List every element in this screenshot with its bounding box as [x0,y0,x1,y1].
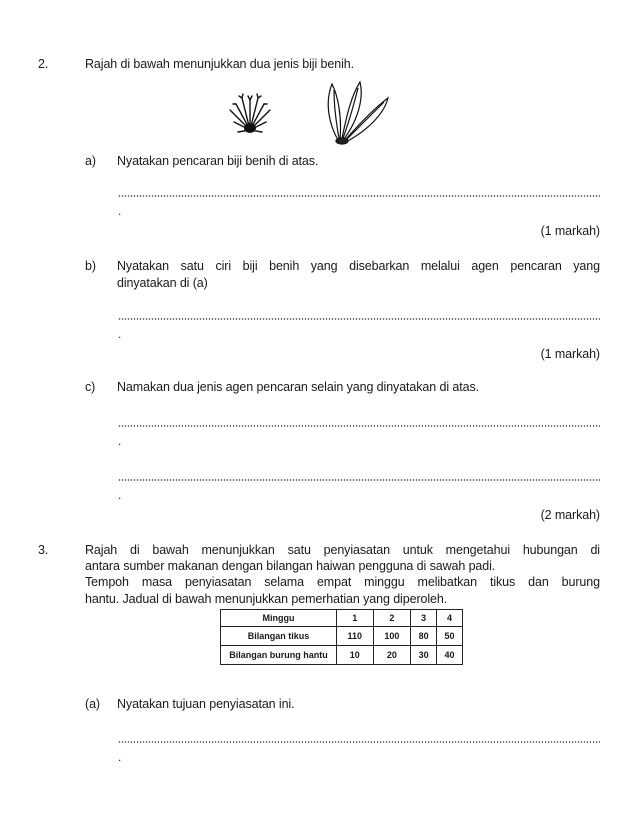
spiky-seed-icon [228,90,272,136]
answer-line[interactable] [118,479,600,481]
marks-label: (2 markah) [540,508,600,522]
answer-line[interactable] [118,741,600,743]
question-text-line: Tempoh masa penyiasatan selama empat minggu melibatkan tikus dan burung [85,575,600,589]
answer-line[interactable] [118,425,600,427]
table-cell: 80 [411,627,437,646]
answer-line-end: . [118,434,122,448]
question-text-line: hantu. Jadual di bawah menunjukkan pemerhatian yang diperoleh. [85,592,448,606]
subquestion-label: b) [85,259,96,273]
winged-seed-icon [312,76,392,146]
question-prompt: Rajah di bawah menunjukkan dua jenis biji benih. [85,57,354,71]
answer-line-end: . [118,488,122,502]
table-cell: 50 [437,627,463,646]
table-row [221,646,463,665]
table-cell: 100 [373,627,411,646]
table-header-cell: Minggu [221,610,337,627]
table-cell: 20 [373,646,411,665]
week-cell: 4 [437,610,463,627]
question-number: 3. [38,543,49,557]
subquestion-text: Nyatakan tujuan penyiasatan ini. [117,697,295,711]
marks-label: (1 markah) [540,347,600,361]
subquestion-text-continued: dinyatakan di (a) [117,276,208,290]
subquestion-text: Nyatakan pencaran biji benih di atas. [117,154,319,168]
answer-line-end: . [118,327,122,341]
subquestion-text: Nyatakan satu ciri biji benih yang disebarkan melalui agen pencaran yang [117,259,600,273]
week-cell: 3 [411,610,437,627]
question-number: 2. [38,57,49,71]
week-cell: 2 [373,610,411,627]
table-cell: 110 [337,627,374,646]
answer-line[interactable] [118,195,600,197]
question-text-line: antara sumber makanan dengan bilangan haiwan pengguna di sawah padi. [85,559,496,573]
question-text-line: Rajah di bawah menunjukkan satu penyiasatan untuk mengetahui hubungan di [85,543,600,557]
subquestion-label: (a) [85,697,100,711]
table-cell: 10 [337,646,374,665]
subquestion-text: Namakan dua jenis agen pencaran selain yang dinyatakan di atas. [117,380,480,394]
table-row [221,627,463,646]
subquestion-label: a) [85,154,96,168]
subquestion-label: c) [85,380,96,394]
table-header-row [221,610,463,627]
row-label: Bilangan burung hantu [221,646,337,665]
row-label: Bilangan tikus [221,627,337,646]
marks-label: (1 markah) [540,224,600,238]
answer-line-end: . [118,750,122,764]
table-cell: 40 [437,646,463,665]
week-cell: 1 [337,610,374,627]
answer-line-end: . [118,204,122,218]
answer-line[interactable] [118,318,600,320]
table-cell: 30 [411,646,437,665]
observation-table [220,609,463,665]
